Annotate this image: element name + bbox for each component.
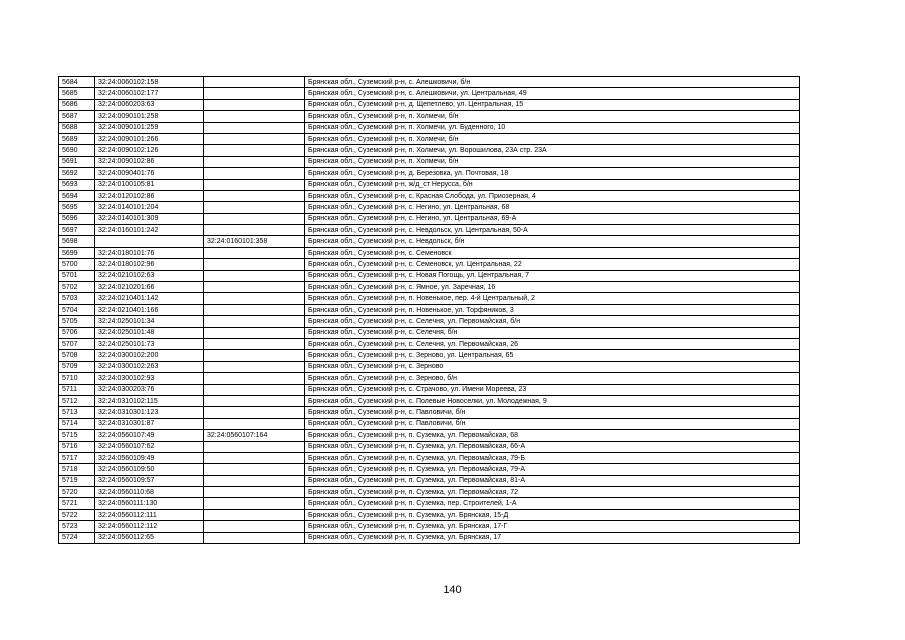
address: Брянская обл., Суземский р-н, с. Невдольск, ул. Центральная, 50-А <box>305 225 800 236</box>
row-number: 5707 <box>59 338 95 349</box>
cadastral-number: 32:24:0560109:49 <box>95 452 204 463</box>
row-number: 5690 <box>59 145 95 156</box>
cadastral-number-secondary: 32:24:0560107:164 <box>204 430 305 441</box>
row-number: 5710 <box>59 373 95 384</box>
cadastral-number-secondary <box>204 156 305 167</box>
table-row <box>59 179 800 190</box>
cadastral-number: 32:24:0090101:259 <box>95 122 204 133</box>
address: Брянская обл., Суземский р-н, с. Полевые Новоселки, ул. Молодежная, 9 <box>305 395 800 406</box>
table-row <box>59 395 800 406</box>
cadastral-number-secondary <box>204 88 305 99</box>
table-row <box>59 430 800 441</box>
cadastral-number-secondary <box>204 111 305 122</box>
table-row <box>59 156 800 167</box>
cadastral-number-secondary <box>204 475 305 486</box>
cadastral-number-secondary: 32:24:0160101:358 <box>204 236 305 247</box>
address: Брянская обл., Суземский р-н, п. Суземка, ул. Первомайская, 68 <box>305 430 800 441</box>
address: Брянская обл., Суземский р-н, п. Холмечи, б/н <box>305 111 800 122</box>
address: Брянская обл., Суземский р-н, с. Селечня, ул. Первомайская, 26 <box>305 338 800 349</box>
table-row <box>59 327 800 338</box>
address: Брянская обл., Суземский р-н, с. Зерново, ул. Центральная, 65 <box>305 350 800 361</box>
address: Брянская обл., Суземский р-н, п. Суземка, ул. Первомайская, 72 <box>305 487 800 498</box>
address: Брянская обл., Суземский р-н, п. Холмечи, ул. Буденного, 10 <box>305 122 800 133</box>
cadastral-number-secondary <box>204 179 305 190</box>
cadastral-number: 32:24:0560112:65 <box>95 532 204 543</box>
table-row <box>59 236 800 247</box>
cadastral-number <box>95 236 204 247</box>
address: Брянская обл., Суземский р-н, с. Алешковичи, ул. Центральная, 49 <box>305 88 800 99</box>
table-row <box>59 247 800 258</box>
address: Брянская обл., Суземский р-н, с. Красная Слобода, ул. Приозерная, 4 <box>305 190 800 201</box>
row-number: 5700 <box>59 259 95 270</box>
table-row <box>59 293 800 304</box>
row-number: 5692 <box>59 168 95 179</box>
cadastral-number-secondary <box>204 509 305 520</box>
cadastral-number: 32:24:0180101:76 <box>95 247 204 258</box>
cadastral-number: 32:24:0300203:76 <box>95 384 204 395</box>
address: Брянская обл., Суземский р-н, п. Суземка, ул. Первомайская, 79-А <box>305 464 800 475</box>
cadastral-number: 32:24:0060203:63 <box>95 99 204 110</box>
table-row <box>59 282 800 293</box>
cadastral-number: 32:24:0210401:166 <box>95 304 204 315</box>
table-row <box>59 145 800 156</box>
cadastral-number: 32:24:0140101:204 <box>95 202 204 213</box>
address: Брянская обл., Суземский р-н, д. Березовка, ул. Почтовая, 18 <box>305 168 800 179</box>
registry-table <box>58 76 800 544</box>
table-row <box>59 532 800 543</box>
cadastral-number-secondary <box>204 133 305 144</box>
cadastral-number: 32:24:0300102:263 <box>95 361 204 372</box>
row-number: 5715 <box>59 430 95 441</box>
cadastral-number-secondary <box>204 145 305 156</box>
row-number: 5694 <box>59 190 95 201</box>
row-number: 5713 <box>59 407 95 418</box>
cadastral-number-secondary <box>204 259 305 270</box>
cadastral-number-secondary <box>204 441 305 452</box>
cadastral-number-secondary <box>204 213 305 224</box>
table-row <box>59 259 800 270</box>
table-row <box>59 133 800 144</box>
row-number: 5698 <box>59 236 95 247</box>
page-number: 140 <box>443 584 462 596</box>
cadastral-number-secondary <box>204 384 305 395</box>
cadastral-number-secondary <box>204 498 305 509</box>
address: Брянская обл., Суземский р-н, с. Негино, ул. Центральная, 69-А <box>305 213 800 224</box>
table-row <box>59 509 800 520</box>
row-number: 5714 <box>59 418 95 429</box>
row-number: 5687 <box>59 111 95 122</box>
table-row <box>59 202 800 213</box>
row-number: 5708 <box>59 350 95 361</box>
cadastral-number: 32:24:0300102:200 <box>95 350 204 361</box>
cadastral-number: 32:24:0250101:73 <box>95 338 204 349</box>
cadastral-number: 32:24:0560110:68 <box>95 487 204 498</box>
table-row <box>59 225 800 236</box>
address: Брянская обл., Суземский р-н, с. Селечня, ул. Первомайская, б/н <box>305 316 800 327</box>
table-row <box>59 190 800 201</box>
table-row <box>59 452 800 463</box>
row-number: 5706 <box>59 327 95 338</box>
row-number: 5719 <box>59 475 95 486</box>
address: Брянская обл., Суземский р-н, п. Суземка, ул. Брянская, 15-Д <box>305 509 800 520</box>
cadastral-number-secondary <box>204 293 305 304</box>
address: Брянская обл., Суземский р-н, п. Новенькое, пер. 4-й Центральный, 2 <box>305 293 800 304</box>
cadastral-number: 32:24:0300102:93 <box>95 373 204 384</box>
cadastral-number-secondary <box>204 190 305 201</box>
row-number: 5722 <box>59 509 95 520</box>
cadastral-number: 32:24:0090102:126 <box>95 145 204 156</box>
cadastral-number: 32:24:0060102:177 <box>95 88 204 99</box>
cadastral-number-secondary <box>204 304 305 315</box>
cadastral-number: 32:24:0560109:57 <box>95 475 204 486</box>
address: Брянская обл., Суземский р-н, п. Холмечи, б/н <box>305 133 800 144</box>
address: Брянская обл., Суземский р-н, п. Суземка, ул. Первомайская, 66-А <box>305 441 800 452</box>
cadastral-number: 32:24:0560107:62 <box>95 441 204 452</box>
table-row <box>59 213 800 224</box>
address: Брянская обл., Суземский р-н, с. Новая Погощь, ул. Центральная, 7 <box>305 270 800 281</box>
cadastral-number: 32:24:0090101:258 <box>95 111 204 122</box>
row-number: 5716 <box>59 441 95 452</box>
row-number: 5701 <box>59 270 95 281</box>
cadastral-number: 32:24:0250101:48 <box>95 327 204 338</box>
table-row <box>59 99 800 110</box>
cadastral-number-secondary <box>204 373 305 384</box>
address: Брянская обл., Суземский р-н, п. Суземка, ул. Первомайская, 79-Б <box>305 452 800 463</box>
address: Брянская обл., Суземский р-н, п. Новенькое, ул. Торфяников, 3 <box>305 304 800 315</box>
cadastral-number: 32:24:0180102:96 <box>95 259 204 270</box>
cadastral-number-secondary <box>204 350 305 361</box>
address: Брянская обл., Суземский р-н, ж/д_ст Нерусса, б/н <box>305 179 800 190</box>
address: Брянская обл., Суземский р-н, с. Зерново <box>305 361 800 372</box>
address: Брянская обл., Суземский р-н, п. Суземка, пер. Строителей, 1-А <box>305 498 800 509</box>
cadastral-number-secondary <box>204 327 305 338</box>
address: Брянская обл., Суземский р-н, с. Павловичи, б/н <box>305 418 800 429</box>
address: Брянская обл., Суземский р-н, с. Павловичи, б/н <box>305 407 800 418</box>
row-number: 5720 <box>59 487 95 498</box>
table-row <box>59 361 800 372</box>
row-number: 5711 <box>59 384 95 395</box>
cadastral-number: 32:24:0210401:142 <box>95 293 204 304</box>
row-number: 5702 <box>59 282 95 293</box>
row-number: 5689 <box>59 133 95 144</box>
cadastral-number-secondary <box>204 338 305 349</box>
cadastral-number: 32:24:0310102:115 <box>95 395 204 406</box>
table-row <box>59 407 800 418</box>
row-number: 5703 <box>59 293 95 304</box>
cadastral-number-secondary <box>204 532 305 543</box>
cadastral-number-secondary <box>204 77 305 88</box>
cadastral-number-secondary <box>204 361 305 372</box>
address: Брянская обл., Суземский р-н, с. Семеновск <box>305 247 800 258</box>
cadastral-number: 32:24:0090101:266 <box>95 133 204 144</box>
address: Брянская обл., Суземский р-н, п. Суземка, ул. Брянская, 17-Г <box>305 521 800 532</box>
table-row <box>59 475 800 486</box>
row-number: 5695 <box>59 202 95 213</box>
cadastral-number: 32:24:0060102:158 <box>95 77 204 88</box>
cadastral-number-secondary <box>204 99 305 110</box>
table-row <box>59 384 800 395</box>
table-row <box>59 270 800 281</box>
row-number: 5712 <box>59 395 95 406</box>
cadastral-number-secondary <box>204 168 305 179</box>
cadastral-number: 32:24:0310301:123 <box>95 407 204 418</box>
cadastral-number-secondary <box>204 225 305 236</box>
row-number: 5684 <box>59 77 95 88</box>
row-number: 5685 <box>59 88 95 99</box>
row-number: 5686 <box>59 99 95 110</box>
table-row <box>59 418 800 429</box>
table-row <box>59 350 800 361</box>
cadastral-number: 32:24:0210102:63 <box>95 270 204 281</box>
registry-table-body <box>59 77 800 544</box>
row-number: 5696 <box>59 213 95 224</box>
table-row <box>59 498 800 509</box>
table-row <box>59 88 800 99</box>
cadastral-number: 32:24:0100105:81 <box>95 179 204 190</box>
row-number: 5721 <box>59 498 95 509</box>
cadastral-number-secondary <box>204 464 305 475</box>
row-number: 5724 <box>59 532 95 543</box>
cadastral-number: 32:24:0090401:76 <box>95 168 204 179</box>
table-row <box>59 487 800 498</box>
cadastral-number-secondary <box>204 247 305 258</box>
table-row <box>59 304 800 315</box>
row-number: 5718 <box>59 464 95 475</box>
table-row <box>59 77 800 88</box>
cadastral-number-secondary <box>204 270 305 281</box>
cadastral-number: 32:24:0160101:242 <box>95 225 204 236</box>
cadastral-number: 32:24:0120102:86 <box>95 190 204 201</box>
address: Брянская обл., Суземский р-н, с. Семеновск, ул. Центральная, 22 <box>305 259 800 270</box>
cadastral-number: 32:24:0090102:86 <box>95 156 204 167</box>
cadastral-number-secondary <box>204 418 305 429</box>
table-row <box>59 441 800 452</box>
table-row <box>59 338 800 349</box>
address: Брянская обл., Суземский р-н, с. Селечня, б/н <box>305 327 800 338</box>
table-row <box>59 122 800 133</box>
address: Брянская обл., Суземский р-н, с. Страчово, ул. Имени Мореева, 23 <box>305 384 800 395</box>
cadastral-number-secondary <box>204 202 305 213</box>
address: Брянская обл., Суземский р-н, п. Холмечи, б/н <box>305 156 800 167</box>
cadastral-number: 32:24:0140101:309 <box>95 213 204 224</box>
cadastral-number: 32:24:0250101:34 <box>95 316 204 327</box>
row-number: 5691 <box>59 156 95 167</box>
cadastral-number: 32:24:0560109:50 <box>95 464 204 475</box>
table-row <box>59 373 800 384</box>
table-row <box>59 464 800 475</box>
row-number: 5697 <box>59 225 95 236</box>
cadastral-number-secondary <box>204 407 305 418</box>
row-number: 5704 <box>59 304 95 315</box>
cadastral-number: 32:24:0560111:130 <box>95 498 204 509</box>
cadastral-number-secondary <box>204 122 305 133</box>
address: Брянская обл., Суземский р-н, с. Ямное, ул. Заречная, 16 <box>305 282 800 293</box>
cadastral-number-secondary <box>204 487 305 498</box>
address: Брянская обл., Суземский р-н, д. Щепетлево, ул. Центральная, 15 <box>305 99 800 110</box>
table-row <box>59 521 800 532</box>
cadastral-number-secondary <box>204 521 305 532</box>
address: Брянская обл., Суземский р-н, с. Алешковичи, б/н <box>305 77 800 88</box>
row-number: 5717 <box>59 452 95 463</box>
row-number: 5699 <box>59 247 95 258</box>
address: Брянская обл., Суземский р-н, с. Негино, ул. Центральная, 68 <box>305 202 800 213</box>
cadastral-number: 32:24:0560107:49 <box>95 430 204 441</box>
table-row <box>59 168 800 179</box>
table-row <box>59 316 800 327</box>
cadastral-number-secondary <box>204 452 305 463</box>
cadastral-number-secondary <box>204 282 305 293</box>
cadastral-number: 32:24:0560112:112 <box>95 521 204 532</box>
row-number: 5688 <box>59 122 95 133</box>
row-number: 5705 <box>59 316 95 327</box>
cadastral-number: 32:24:0210201:66 <box>95 282 204 293</box>
cadastral-number: 32:24:0310301:87 <box>95 418 204 429</box>
cadastral-number-secondary <box>204 316 305 327</box>
address: Брянская обл., Суземский р-н, с. Невдольск, б/н <box>305 236 800 247</box>
row-number: 5723 <box>59 521 95 532</box>
address: Брянская обл., Суземский р-н, п. Холмечи, ул. Ворошилова, 23А стр. 23А <box>305 145 800 156</box>
row-number: 5709 <box>59 361 95 372</box>
cadastral-number-secondary <box>204 395 305 406</box>
address: Брянская обл., Суземский р-н, п. Суземка, ул. Брянская, 17 <box>305 532 800 543</box>
cadastral-number: 32:24:0560112:111 <box>95 509 204 520</box>
address: Брянская обл., Суземский р-н, п. Суземка, ул. Первомайская, 81-А <box>305 475 800 486</box>
table-row <box>59 111 800 122</box>
row-number: 5693 <box>59 179 95 190</box>
address: Брянская обл., Суземский р-н, с. Зерново, б/н <box>305 373 800 384</box>
